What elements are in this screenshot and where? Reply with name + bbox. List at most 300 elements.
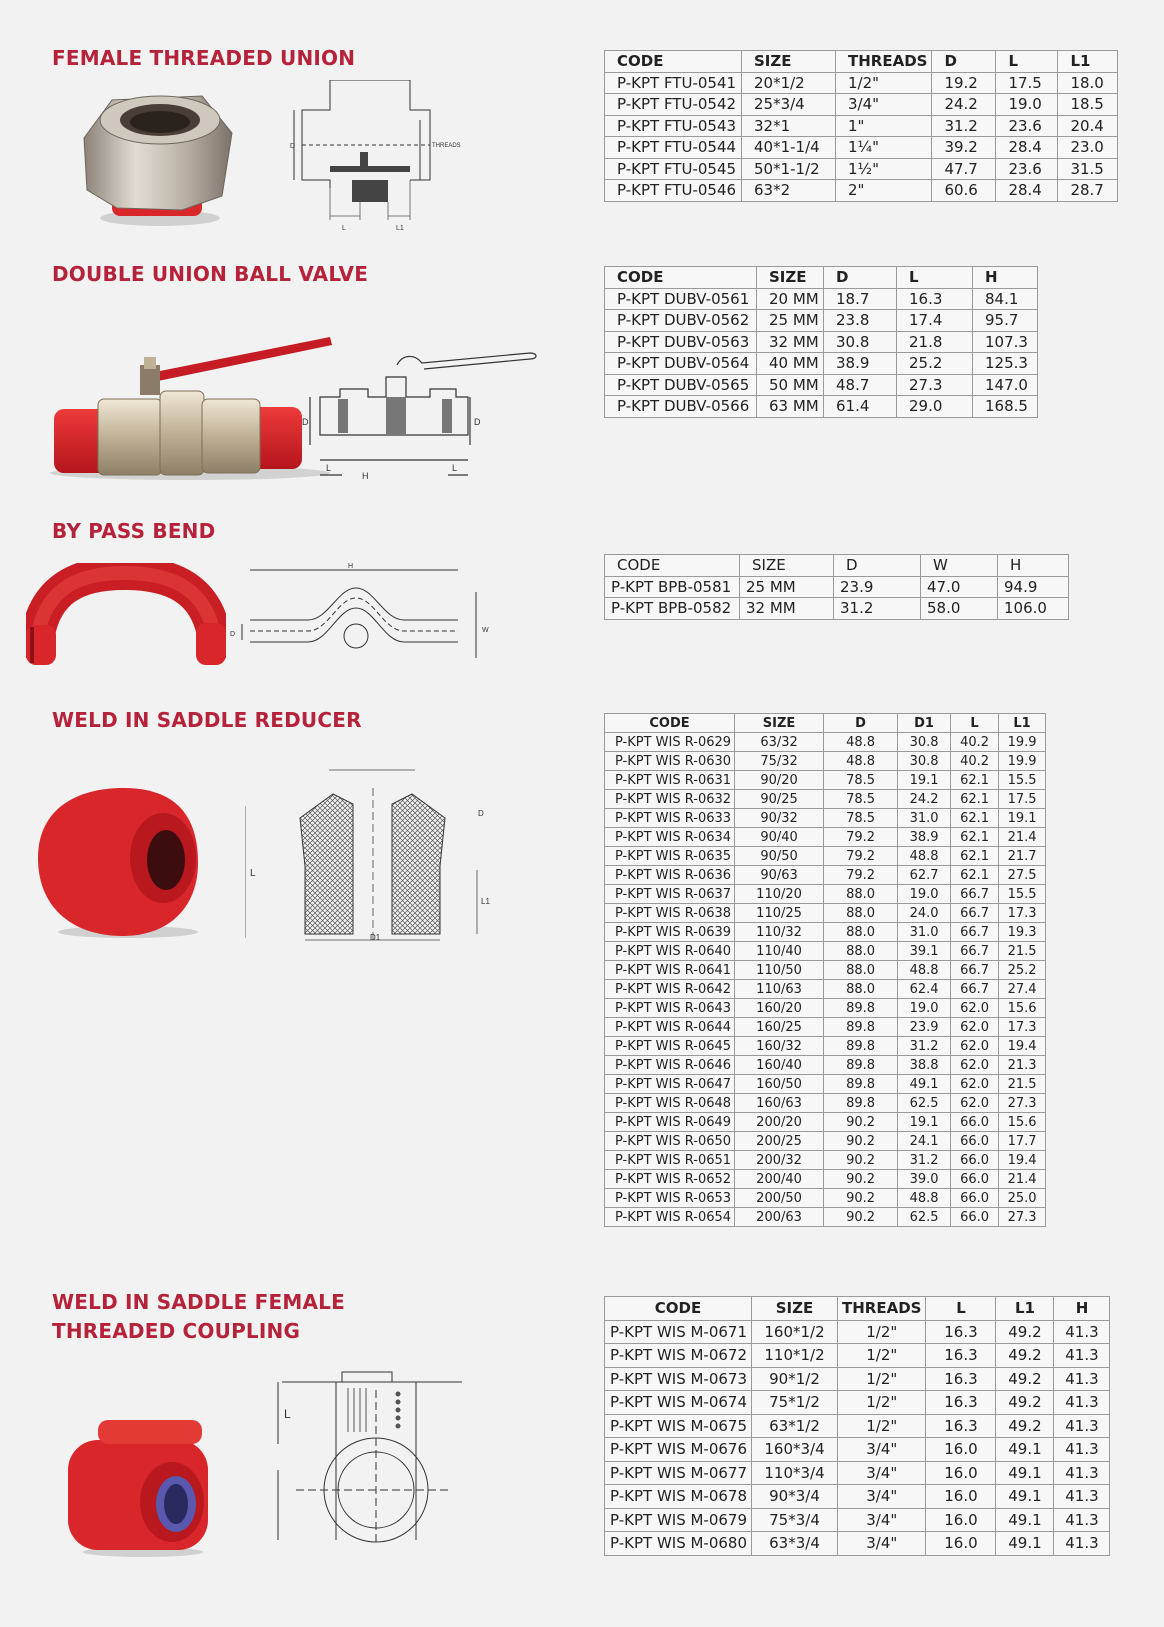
table-cell: 63*1/2	[752, 1414, 838, 1438]
dim-label-d: D	[290, 143, 296, 150]
column-header: L	[951, 714, 999, 733]
table-row	[605, 790, 1046, 809]
table-cell: 31.5	[1058, 158, 1118, 180]
table-cell: 160/50	[735, 1075, 824, 1094]
table-cell: 19.4	[999, 1151, 1046, 1170]
table-cell: 106.0	[998, 598, 1069, 620]
table-cell: 125.3	[973, 353, 1038, 375]
table-cell: 84.1	[973, 288, 1038, 310]
table-cell: 19.3	[999, 923, 1046, 942]
table-cell: 23.9	[898, 1018, 951, 1037]
table-row	[605, 980, 1046, 999]
table-cell: 41.3	[1054, 1532, 1110, 1556]
column-header: THREADS	[836, 51, 932, 73]
table-row	[605, 310, 1038, 332]
table-cell: 62.5	[898, 1208, 951, 1227]
dim-label-d-left: D	[302, 417, 309, 427]
table-cell: 49.2	[996, 1367, 1054, 1391]
table-row	[605, 1037, 1046, 1056]
weld-in-saddle-female-threaded-coupling-drawing	[272, 1360, 472, 1550]
table-cell: 3/4"	[838, 1438, 926, 1462]
table-cell: 25 MM	[757, 310, 824, 332]
table-cell: 63/32	[735, 733, 824, 752]
table-cell: P-KPT WIS R-0654	[605, 1208, 735, 1227]
column-header: CODE	[605, 555, 740, 577]
table-cell: 66.0	[951, 1151, 999, 1170]
table-cell: P-KPT BPB-0581	[605, 576, 740, 598]
table-cell: 25.2	[897, 353, 973, 375]
table-cell: 31.2	[898, 1037, 951, 1056]
table-cell: 66.7	[951, 885, 999, 904]
table-cell: 62.0	[951, 999, 999, 1018]
table-row	[605, 137, 1118, 159]
table-cell: P-KPT WIS M-0673	[605, 1367, 752, 1391]
column-header: D	[824, 714, 898, 733]
table-row	[605, 396, 1038, 418]
table-cell: 28.4	[996, 180, 1058, 202]
spec-table-weld-in-saddle-reducer	[604, 713, 1046, 1227]
column-header: SIZE	[740, 555, 834, 577]
table-cell: 17.5	[999, 790, 1046, 809]
table-cell: 88.0	[824, 904, 898, 923]
table-cell: 23.6	[996, 158, 1058, 180]
table-cell: 25.2	[999, 961, 1046, 980]
table-cell: 17.4	[897, 310, 973, 332]
table-cell: 90/50	[735, 847, 824, 866]
table-cell: 38.8	[898, 1056, 951, 1075]
table-row	[605, 1075, 1046, 1094]
spec-table-by-pass-bend	[604, 554, 1069, 620]
table-cell: 39.0	[898, 1170, 951, 1189]
table-cell: 31.2	[834, 598, 921, 620]
table-cell: 20*1/2	[742, 72, 836, 94]
table-cell: 168.5	[973, 396, 1038, 418]
column-header: SIZE	[752, 1297, 838, 1321]
table-cell: 49.1	[898, 1075, 951, 1094]
table-cell: 30.8	[898, 733, 951, 752]
table-cell: 21.8	[897, 331, 973, 353]
table-cell: 62.1	[951, 790, 999, 809]
table-cell: 110/20	[735, 885, 824, 904]
table-cell: P-KPT WIS M-0679	[605, 1508, 752, 1532]
table-cell: 88.0	[824, 942, 898, 961]
table-cell: P-KPT DUBV-0566	[605, 396, 757, 418]
table-cell: 41.3	[1054, 1391, 1110, 1415]
table-row	[605, 733, 1046, 752]
column-header: L1	[996, 1297, 1054, 1321]
table-cell: P-KPT WIS R-0632	[605, 790, 735, 809]
table-cell: P-KPT WIS R-0629	[605, 733, 735, 752]
table-cell: 41.3	[1054, 1414, 1110, 1438]
table-cell: 19.0	[898, 999, 951, 1018]
table-cell: 31.0	[898, 923, 951, 942]
table-cell: 49.1	[996, 1508, 1054, 1532]
table-cell: 90.2	[824, 1208, 898, 1227]
by-pass-bend-drawing	[228, 562, 498, 662]
table-cell: 19.0	[996, 94, 1058, 116]
column-header: D	[834, 555, 921, 577]
table-row	[605, 576, 1069, 598]
table-cell: 1/2"	[838, 1344, 926, 1368]
table-cell: 88.0	[824, 961, 898, 980]
table-cell: 18.7	[824, 288, 897, 310]
by-pass-bend-photo	[26, 563, 226, 673]
table-cell: 1½"	[836, 158, 932, 180]
table-cell: 160/63	[735, 1094, 824, 1113]
table-cell: 62.1	[951, 828, 999, 847]
table-cell: 23.0	[1058, 137, 1118, 159]
table-cell: 28.4	[996, 137, 1058, 159]
dim-label-l: L	[284, 1407, 291, 1421]
dim-label-d-right: D	[474, 417, 481, 427]
table-cell: 27.4	[999, 980, 1046, 999]
table-cell: 49.2	[996, 1414, 1054, 1438]
column-header: CODE	[605, 1297, 752, 1321]
table-cell: 30.8	[898, 752, 951, 771]
table-cell: 90.2	[824, 1113, 898, 1132]
female-threaded-union-photo	[72, 78, 242, 233]
table-cell: 66.7	[951, 942, 999, 961]
table-cell: 79.2	[824, 866, 898, 885]
table-cell: 110*3/4	[752, 1461, 838, 1485]
table-cell: 62.0	[951, 1018, 999, 1037]
table-cell: 58.0	[921, 598, 998, 620]
table-cell: 66.0	[951, 1132, 999, 1151]
column-header: L1	[1058, 51, 1118, 73]
table-cell: 90.2	[824, 1132, 898, 1151]
table-cell: 90.2	[824, 1189, 898, 1208]
table-cell: P-KPT WIS M-0674	[605, 1391, 752, 1415]
table-row	[605, 374, 1038, 396]
table-cell: 62.7	[898, 866, 951, 885]
dim-label-l1: L1	[396, 225, 404, 232]
dim-label-l: L	[342, 225, 346, 232]
table-cell: P-KPT WIS R-0646	[605, 1056, 735, 1075]
section-title-by-pass-bend: BY PASS BEND	[52, 519, 216, 543]
table-row	[605, 999, 1046, 1018]
table-cell: P-KPT WIS R-0641	[605, 961, 735, 980]
table-row	[605, 809, 1046, 828]
table-cell: 39.1	[898, 942, 951, 961]
table-cell: 1/2"	[838, 1367, 926, 1391]
dim-label-l-left: L	[326, 463, 332, 473]
table-cell: 160*3/4	[752, 1438, 838, 1462]
table-cell: 32 MM	[740, 598, 834, 620]
column-header: THREADS	[838, 1297, 926, 1321]
table-cell: 29.0	[897, 396, 973, 418]
table-cell: 89.8	[824, 1018, 898, 1037]
table-cell: 66.7	[951, 961, 999, 980]
table-cell: P-KPT FTU-0542	[605, 94, 742, 116]
table-cell: 41.3	[1054, 1461, 1110, 1485]
table-cell: 40 MM	[757, 353, 824, 375]
table-cell: 25*3/4	[742, 94, 836, 116]
table-cell: 25 MM	[740, 576, 834, 598]
column-header: L1	[999, 714, 1046, 733]
table-cell: P-KPT WIS R-0642	[605, 980, 735, 999]
table-cell: 24.0	[898, 904, 951, 923]
table-cell: 200/40	[735, 1170, 824, 1189]
table-cell: 19.1	[898, 771, 951, 790]
table-row	[605, 1132, 1046, 1151]
table-cell: P-KPT FTU-0541	[605, 72, 742, 94]
table-cell: 62.1	[951, 809, 999, 828]
column-header: H	[973, 267, 1038, 289]
table-cell: 78.5	[824, 771, 898, 790]
table-row	[605, 771, 1046, 790]
table-row	[605, 1170, 1046, 1189]
table-cell: 41.3	[1054, 1320, 1110, 1344]
table-cell: 40.2	[951, 733, 999, 752]
table-cell: 90/32	[735, 809, 824, 828]
table-cell: 21.5	[999, 942, 1046, 961]
table-cell: 24.2	[932, 94, 996, 116]
table-cell: P-KPT WIS R-0640	[605, 942, 735, 961]
table-cell: 89.8	[824, 999, 898, 1018]
table-cell: 49.1	[996, 1438, 1054, 1462]
table-cell: 66.0	[951, 1208, 999, 1227]
table-cell: P-KPT WIS R-0648	[605, 1094, 735, 1113]
table-cell: 28.7	[1058, 180, 1118, 202]
table-cell: P-KPT WIS R-0644	[605, 1018, 735, 1037]
table-cell: 16.0	[926, 1485, 996, 1509]
table-row	[605, 904, 1046, 923]
table-row	[605, 866, 1046, 885]
table-cell: 200/63	[735, 1208, 824, 1227]
table-cell: P-KPT WIS R-0650	[605, 1132, 735, 1151]
table-cell: P-KPT WIS R-0647	[605, 1075, 735, 1094]
table-cell: 1/2"	[838, 1391, 926, 1415]
table-cell: 200/50	[735, 1189, 824, 1208]
table-cell: 1¼"	[836, 137, 932, 159]
table-cell: 62.1	[951, 847, 999, 866]
table-cell: 63*2	[742, 180, 836, 202]
table-row	[605, 1094, 1046, 1113]
table-cell: 90.2	[824, 1151, 898, 1170]
table-row	[605, 828, 1046, 847]
table-row	[605, 1438, 1110, 1462]
table-cell: 1"	[836, 115, 932, 137]
table-cell: 48.8	[824, 752, 898, 771]
table-row	[605, 1391, 1110, 1415]
table-cell: P-KPT WIS R-0639	[605, 923, 735, 942]
table-cell: 50 MM	[757, 374, 824, 396]
table-cell: P-KPT DUBV-0562	[605, 310, 757, 332]
table-cell: 95.7	[973, 310, 1038, 332]
column-header: H	[998, 555, 1069, 577]
table-cell: 38.9	[824, 353, 897, 375]
table-cell: P-KPT DUBV-0565	[605, 374, 757, 396]
table-cell: 200/32	[735, 1151, 824, 1170]
table-row	[605, 158, 1118, 180]
table-cell: P-KPT WIS R-0633	[605, 809, 735, 828]
table-cell: P-KPT WIS R-0630	[605, 752, 735, 771]
table-cell: P-KPT BPB-0582	[605, 598, 740, 620]
table-cell: 160/25	[735, 1018, 824, 1037]
table-cell: 200/25	[735, 1132, 824, 1151]
table-cell: 17.3	[999, 904, 1046, 923]
table-cell: 15.6	[999, 999, 1046, 1018]
table-cell: 79.2	[824, 847, 898, 866]
table-cell: P-KPT WIS R-0636	[605, 866, 735, 885]
table-cell: 62.1	[951, 771, 999, 790]
table-cell: 88.0	[824, 980, 898, 999]
table-cell: 88.0	[824, 923, 898, 942]
table-cell: 66.0	[951, 1189, 999, 1208]
table-row	[605, 288, 1038, 310]
table-row	[605, 115, 1118, 137]
table-cell: P-KPT WIS M-0672	[605, 1344, 752, 1368]
table-cell: 66.7	[951, 980, 999, 999]
spec-table-double-union-ball-valve	[604, 266, 1038, 418]
table-cell: P-KPT WIS R-0634	[605, 828, 735, 847]
table-cell: P-KPT WIS R-0638	[605, 904, 735, 923]
table-cell: 107.3	[973, 331, 1038, 353]
table-cell: 21.4	[999, 828, 1046, 847]
table-cell: 48.7	[824, 374, 897, 396]
table-cell: P-KPT WIS R-0653	[605, 1189, 735, 1208]
table-cell: 19.1	[999, 809, 1046, 828]
table-cell: 15.5	[999, 771, 1046, 790]
table-cell: 110*1/2	[752, 1344, 838, 1368]
table-cell: 62.4	[898, 980, 951, 999]
table-cell: 40.2	[951, 752, 999, 771]
table-cell: 2"	[836, 180, 932, 202]
table-cell: 17.3	[999, 1018, 1046, 1037]
table-cell: 110/40	[735, 942, 824, 961]
table-row	[605, 923, 1046, 942]
table-cell: P-KPT WIS M-0676	[605, 1438, 752, 1462]
table-cell: 27.3	[897, 374, 973, 396]
table-row	[605, 1208, 1046, 1227]
table-cell: 1/2"	[838, 1320, 926, 1344]
table-cell: 89.8	[824, 1075, 898, 1094]
table-cell: 32 MM	[757, 331, 824, 353]
table-cell: 66.7	[951, 923, 999, 942]
table-cell: 15.5	[999, 885, 1046, 904]
table-cell: 18.5	[1058, 94, 1118, 116]
table-cell: 23.6	[996, 115, 1058, 137]
column-header: CODE	[605, 51, 742, 73]
column-header: SIZE	[735, 714, 824, 733]
table-row	[605, 1113, 1046, 1132]
table-cell: 21.7	[999, 847, 1046, 866]
column-header: L	[926, 1297, 996, 1321]
table-cell: 23.9	[834, 576, 921, 598]
table-cell: 19.1	[898, 1113, 951, 1132]
table-row	[605, 885, 1046, 904]
table-cell: 16.3	[926, 1414, 996, 1438]
dim-label-l1: L1	[481, 897, 490, 906]
table-cell: P-KPT WIS R-0645	[605, 1037, 735, 1056]
table-cell: 41.3	[1054, 1367, 1110, 1391]
column-header: L	[897, 267, 973, 289]
table-row	[605, 1461, 1110, 1485]
table-cell: 24.1	[898, 1132, 951, 1151]
dim-label-d: D	[478, 809, 484, 818]
table-cell: 90/20	[735, 771, 824, 790]
table-row	[605, 353, 1038, 375]
table-cell: 110/50	[735, 961, 824, 980]
table-cell: 66.0	[951, 1113, 999, 1132]
table-cell: 3/4"	[836, 94, 932, 116]
section-title-female-threaded-union: FEMALE THREADED UNION	[52, 46, 356, 70]
table-row	[605, 847, 1046, 866]
table-cell: 79.2	[824, 828, 898, 847]
table-cell: 94.9	[998, 576, 1069, 598]
table-cell: 47.0	[921, 576, 998, 598]
table-cell: 16.0	[926, 1532, 996, 1556]
table-cell: 49.2	[996, 1344, 1054, 1368]
table-cell: 88.0	[824, 885, 898, 904]
table-cell: 40*1-1/4	[742, 137, 836, 159]
table-cell: 160/40	[735, 1056, 824, 1075]
table-cell: 32*1	[742, 115, 836, 137]
table-cell: 110/25	[735, 904, 824, 923]
table-cell: 89.8	[824, 1094, 898, 1113]
table-cell: P-KPT WIS R-0649	[605, 1113, 735, 1132]
table-cell: 66.0	[951, 1170, 999, 1189]
column-header: D	[824, 267, 897, 289]
column-header: D	[932, 51, 996, 73]
table-cell: 90/25	[735, 790, 824, 809]
section-title-weld-in-saddle-female-threaded-coupling: WELD IN SADDLE FEMALE THREADED COUPLING	[52, 1290, 345, 1343]
table-cell: 20.4	[1058, 115, 1118, 137]
weld-in-saddle-reducer-photo	[38, 788, 208, 943]
table-cell: P-KPT WIS M-0671	[605, 1320, 752, 1344]
double-union-ball-valve-photo	[40, 335, 340, 490]
table-row	[605, 1320, 1110, 1344]
table-cell: 63 MM	[757, 396, 824, 418]
table-cell: 62.0	[951, 1037, 999, 1056]
spec-table-female-threaded-union	[604, 50, 1118, 202]
table-row	[605, 1532, 1110, 1556]
table-cell: 27.3	[999, 1094, 1046, 1113]
table-cell: 75/32	[735, 752, 824, 771]
table-cell: P-KPT FTU-0543	[605, 115, 742, 137]
table-cell: 62.0	[951, 1094, 999, 1113]
table-cell: 16.3	[926, 1320, 996, 1344]
table-cell: 48.8	[898, 847, 951, 866]
table-cell: 19.9	[999, 752, 1046, 771]
table-cell: 47.7	[932, 158, 996, 180]
table-cell: 160*1/2	[752, 1320, 838, 1344]
table-cell: 49.1	[996, 1532, 1054, 1556]
table-row	[605, 94, 1118, 116]
table-cell: 21.3	[999, 1056, 1046, 1075]
table-cell: 62.1	[951, 866, 999, 885]
table-cell: P-KPT WIS R-0643	[605, 999, 735, 1018]
column-header: D1	[898, 714, 951, 733]
table-row	[605, 331, 1038, 353]
table-row	[605, 72, 1118, 94]
table-cell: P-KPT DUBV-0564	[605, 353, 757, 375]
table-cell: 27.5	[999, 866, 1046, 885]
female-threaded-union-drawing	[290, 80, 480, 235]
table-row	[605, 1367, 1110, 1391]
table-cell: 16.0	[926, 1438, 996, 1462]
table-cell: 19.0	[898, 885, 951, 904]
table-cell: 89.8	[824, 1056, 898, 1075]
table-cell: P-KPT WIS M-0680	[605, 1532, 752, 1556]
table-cell: 31.0	[898, 809, 951, 828]
table-cell: 16.3	[897, 288, 973, 310]
table-cell: 23.8	[824, 310, 897, 332]
table-cell: 62.0	[951, 1075, 999, 1094]
dim-label-threads: THREADS	[432, 143, 461, 149]
table-cell: 90*1/2	[752, 1367, 838, 1391]
table-cell: 1/2"	[838, 1414, 926, 1438]
